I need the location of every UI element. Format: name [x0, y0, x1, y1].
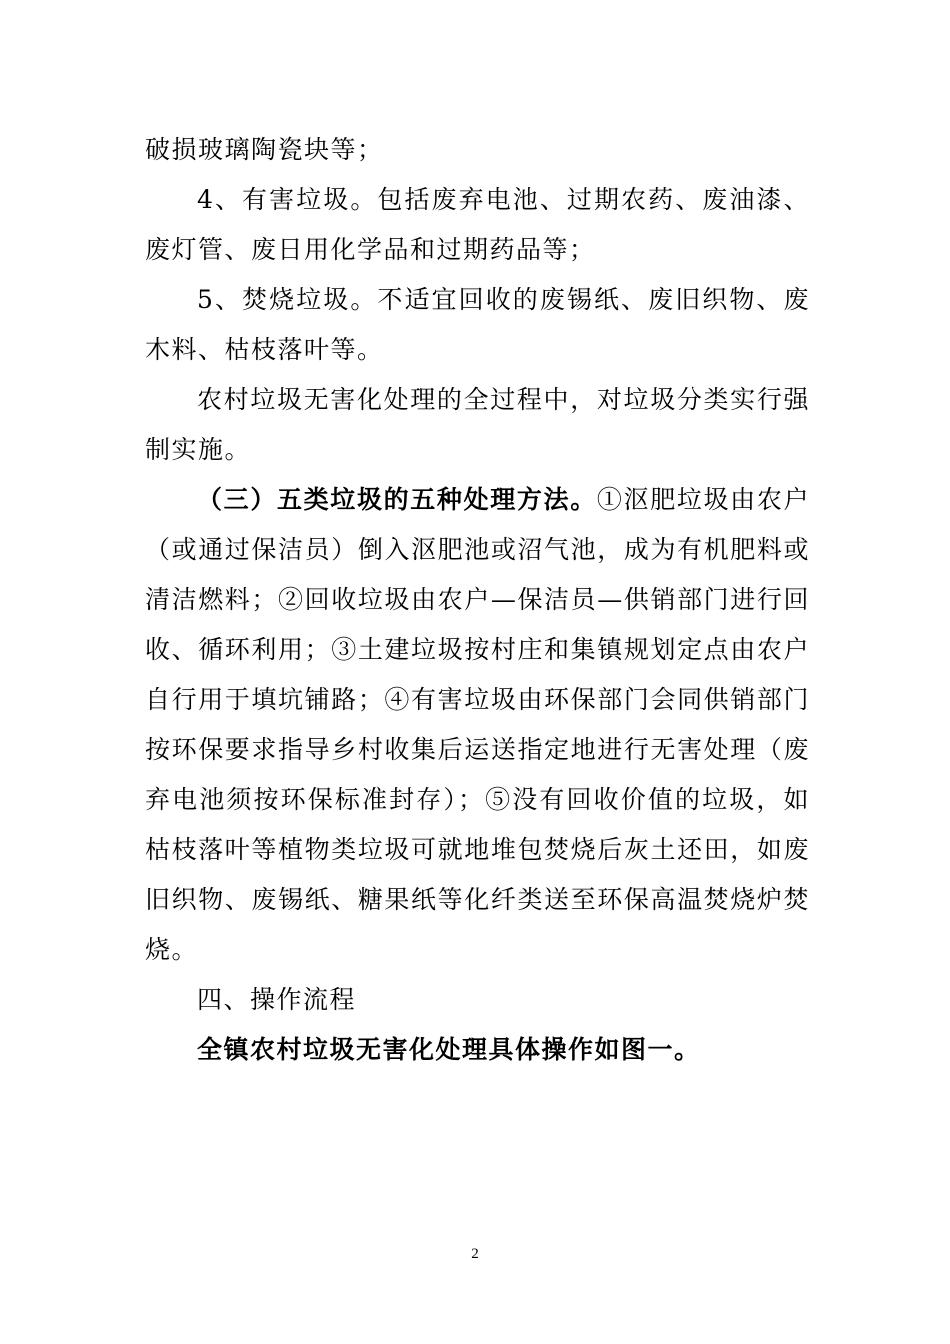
paragraph-procedure-figure-ref: 全镇农村垃圾无害化处理具体操作如图一。: [197, 1035, 701, 1064]
paragraph-continuation: 破损玻璃陶瓷块等；: [145, 135, 384, 164]
body-text: [145, 125, 810, 1075]
section-heading-four: 四、操作流程: [197, 985, 357, 1014]
paragraph-treatment-methods: [145, 475, 810, 975]
paragraph-hazardous-waste: 4、有害垃圾。包括废弃电池、过期农药、废油漆、废灯管、废日用化学品和过期药品等；: [145, 185, 810, 264]
treatment-methods-text: ①沤肥垃圾由农户（或通过保洁员）倒入沤肥池或沼气池，成为有机肥料或清洁燃料；②回收垃圾由农户—保洁员—供销部门进行回收、循环利用；③土建垃圾按村庄和集镇规划定点由农户自行用于填坑铺路；④有害垃圾由环保部门会同供销部门按环保要求指导乡村收集后运送指定地进行无害处理（废弃电池须按环保标准封存）；⑤没有回收价值的垃圾，如枯枝落叶等植物类垃圾可就地堆包焚烧后灰土还田，如废旧织物、废锡纸、糖果纸等化纤类送至环保高温焚烧炉焚烧。: [145, 485, 810, 964]
section-heading-three: （三）五类垃圾的五种处理方法。: [197, 485, 597, 514]
page-number: 2: [471, 1246, 479, 1262]
paragraph-mandatory-sorting: 农村垃圾无害化处理的全过程中，对垃圾分类实行强制实施。: [145, 385, 810, 464]
paragraph-incineration-waste: 5、焚烧垃圾。不适宜回收的废锡纸、废旧织物、废木料、枯枝落叶等。: [145, 285, 810, 364]
